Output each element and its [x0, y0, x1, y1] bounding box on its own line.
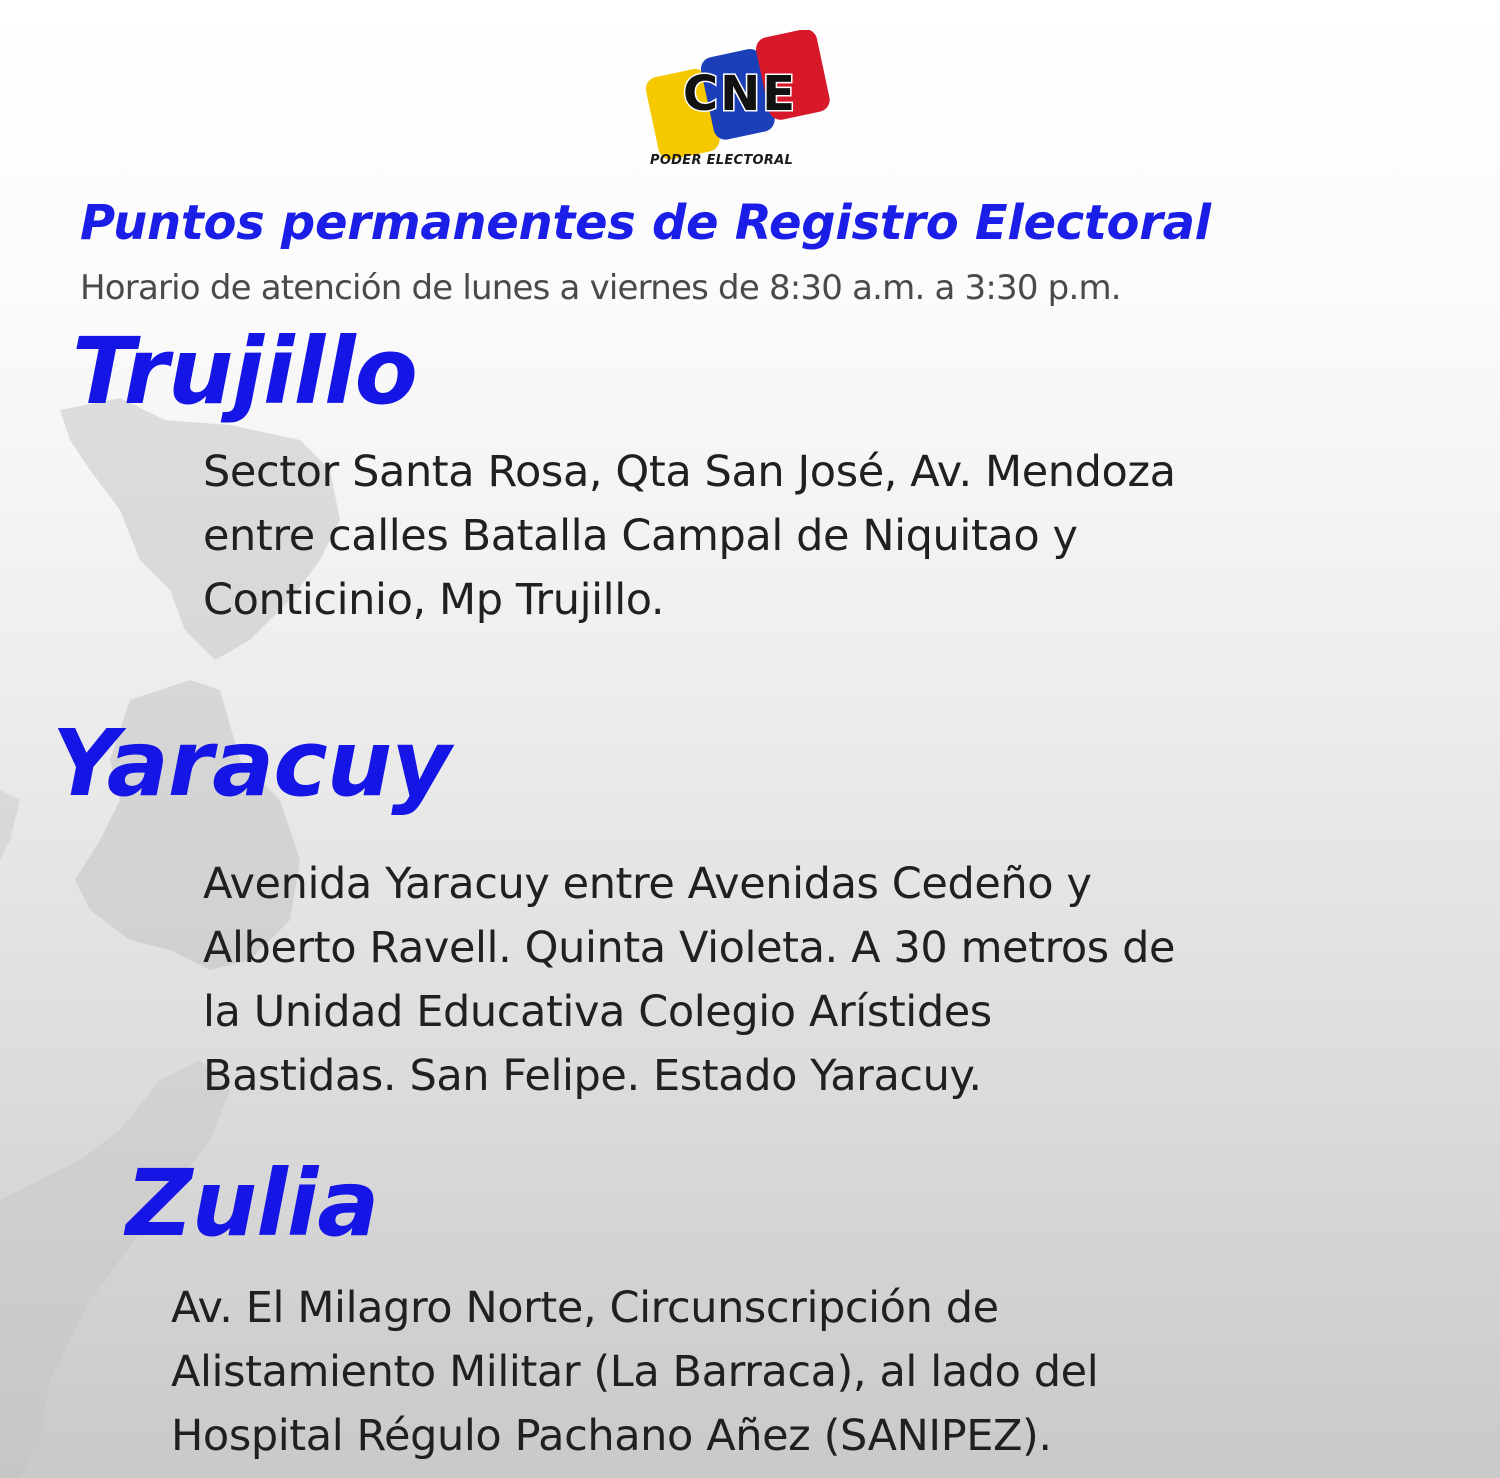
address-line: Conticinio, Mp Trujillo. [203, 575, 665, 625]
address-line: Alberto Ravell. Quinta Violeta. A 30 metros de [203, 923, 1176, 973]
address-yaracuy [203, 852, 1175, 1108]
logo-text: CNE [682, 66, 798, 122]
state-heading-zulia: Zulia [126, 1150, 379, 1257]
address-line: Alistamiento Militar (La Barraca), al lado del [171, 1347, 1099, 1397]
address-line: la Unidad Educativa Colegio Arístides [203, 987, 992, 1037]
address-line: Av. El Milagro Norte, Circunscripción de [171, 1283, 999, 1333]
address-trujillo [203, 440, 1176, 632]
state-heading-yaracuy: Yaracuy [52, 710, 451, 817]
schedule-subtitle: Horario de atención de lunes a viernes de 8:30 a.m. a 3:30 p.m. [80, 268, 1121, 308]
address-line: Hospital Régulo Pachano Añez (SANIPEZ). [171, 1411, 1052, 1461]
address-zulia [171, 1276, 1098, 1468]
address-line: Sector Santa Rosa, Qta San José, Av. Mendoza [203, 447, 1176, 497]
address-line: entre calles Batalla Campal de Niquitao y [203, 511, 1078, 561]
address-line: Avenida Yaracuy entre Avenidas Cedeño y [203, 859, 1092, 909]
page-title: Puntos permanentes de Registro Electoral [80, 195, 1211, 251]
logo-subtitle: PODER ELECTORAL [650, 153, 794, 168]
state-heading-trujillo: Trujillo [72, 318, 417, 425]
address-line: Bastidas. San Felipe. Estado Yaracuy. [203, 1051, 982, 1101]
